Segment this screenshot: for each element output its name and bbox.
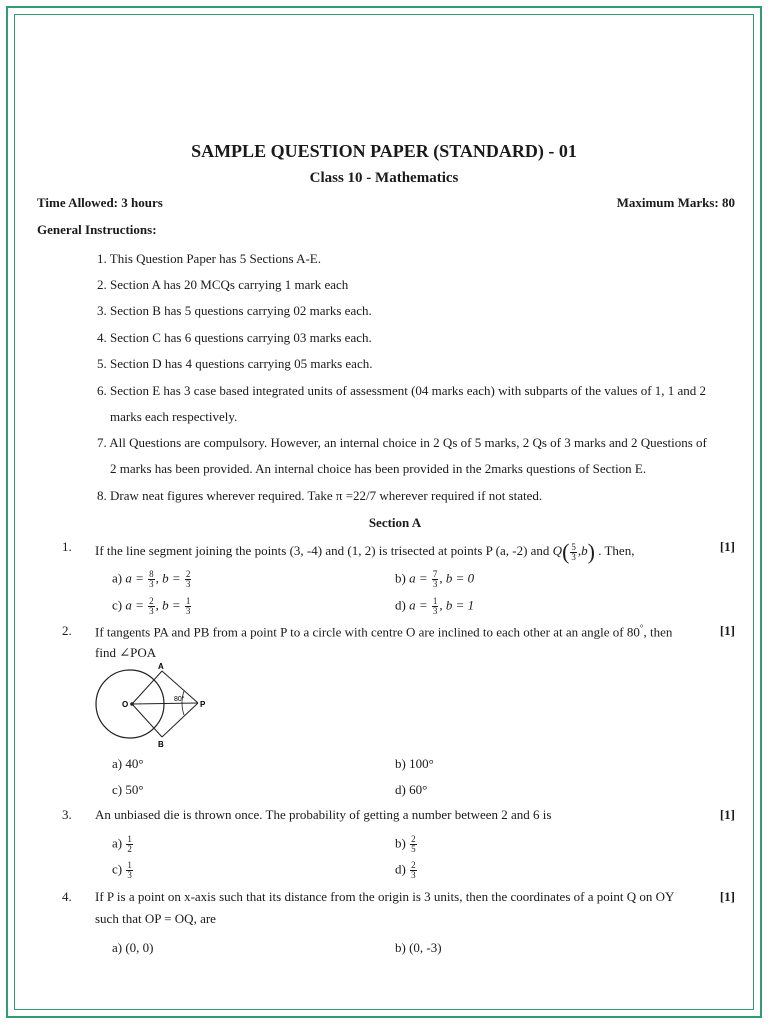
option-a: a) a = $\frac{8}{3}$ , b = $\frac{2}{3}$ [112, 569, 191, 589]
paper-title: SAMPLE QUESTION PAPER (STANDARD) - 01 [191, 141, 577, 161]
angle-label: 80° [174, 696, 185, 703]
question-marks: [1] [719, 807, 735, 822]
option-d: d) $\frac{2}{3}$ [395, 860, 416, 880]
option-d: d) a = $\frac{1}{3}$ , b = 1 [395, 596, 475, 616]
question-number: 3. [62, 807, 72, 822]
instruction-item: 6. Section E has 3 case based integrated units of assessment (04 marks each) with subparts of the values of 1, 1 and 2 [97, 383, 707, 398]
section-heading: Section A [368, 515, 422, 530]
question-text: If P is a point on x-axis such that its distance from the origin is 3 units, then the coordinates of a point Q on OY [95, 889, 675, 904]
label-p: P [200, 700, 206, 709]
instructions-heading: General Instructions: [37, 222, 157, 237]
label-b: B [158, 740, 164, 748]
instruction-item: 8. Draw neat figures wherever required. Take π =22/7 wherever required if not stated. [97, 488, 543, 503]
question-text: If tangents PA and PB from a point P to a circle with centre O are inclined to each other at an angle of 80°, then [95, 623, 673, 640]
option-a: a) (0, 0) [112, 940, 154, 955]
question-1-text: If the line segment joining the points (3, -4) and (1, 2) is trisected at points P (a, -2) and [95, 542, 550, 558]
question-marks: [1] [719, 889, 735, 904]
maximum-marks: Maximum Marks: 80 [616, 195, 735, 210]
label-a: A [158, 662, 164, 671]
question-marks: [1] [719, 623, 735, 638]
option-c: c) 50° [112, 782, 144, 797]
question-text-line2: find ∠POA [95, 645, 157, 660]
instruction-item-continued: 2 marks has been provided. An internal choice has been provided in the 2marks questions of Section E. [110, 461, 647, 476]
instruction-item: 2. Section A has 20 MCQs carrying 1 mark each [97, 277, 349, 292]
question-marks: [1] [719, 539, 735, 554]
option-b: b) (0, -3) [395, 940, 442, 955]
fraction: $\frac{5}{3}$ [571, 541, 576, 562]
question-number: 2. [62, 623, 72, 638]
option-b: b) a = $\frac{7}{3}$ , b = 0 [395, 569, 475, 589]
option-a: a) $\frac{1}{2}$ [112, 834, 132, 854]
question-text: If the line segment joining the points (3, -4) and (1, 2) is trisected at points P (a, -2) and Q( $\frac{5}{3}$ ,b) . Then, [95, 539, 635, 564]
point-q-label: Q [552, 542, 563, 558]
instruction-item: 4. Section C has 6 questions carrying 03 marks each. [97, 330, 372, 345]
option-b: b) $\frac{2}{5}$ [395, 834, 416, 854]
question-number: 1. [62, 539, 72, 554]
option-a: a) 40° [112, 756, 144, 771]
option-b: b) 100° [395, 756, 434, 771]
question-text: An unbiased die is thrown once. The probability of getting a number between 2 and 6 is [95, 807, 552, 822]
question-text-line2: such that OP = OQ, are [95, 911, 216, 926]
paper-subtitle: Class 10 - Mathematics [309, 170, 459, 186]
instruction-item: 1. This Question Paper has 5 Sections A-E. [97, 251, 321, 266]
option-c: c) $\frac{1}{3}$ [112, 860, 132, 880]
question-number: 4. [62, 889, 72, 904]
time-allowed: Time Allowed: 3 hours [37, 195, 163, 210]
instruction-item: 5. Section D has 4 questions carrying 05 marks each. [97, 356, 373, 371]
instruction-item: 7. All Questions are compulsory. However, an internal choice in 2 Qs of 5 marks, 2 Qs of 3 marks and 2 Questions of [97, 435, 707, 450]
option-d: d) 60° [395, 782, 428, 797]
instruction-item: 3. Section B has 5 questions carrying 02 marks each. [97, 303, 372, 318]
tangent-circle-figure [92, 662, 222, 748]
question-1-text-end: . Then, [598, 542, 635, 558]
option-c: c) a = $\frac{2}{3}$ , b = $\frac{1}{3}$ [112, 596, 191, 616]
instruction-item-continued: marks each respectively. [110, 409, 238, 424]
label-o: O [122, 700, 129, 709]
